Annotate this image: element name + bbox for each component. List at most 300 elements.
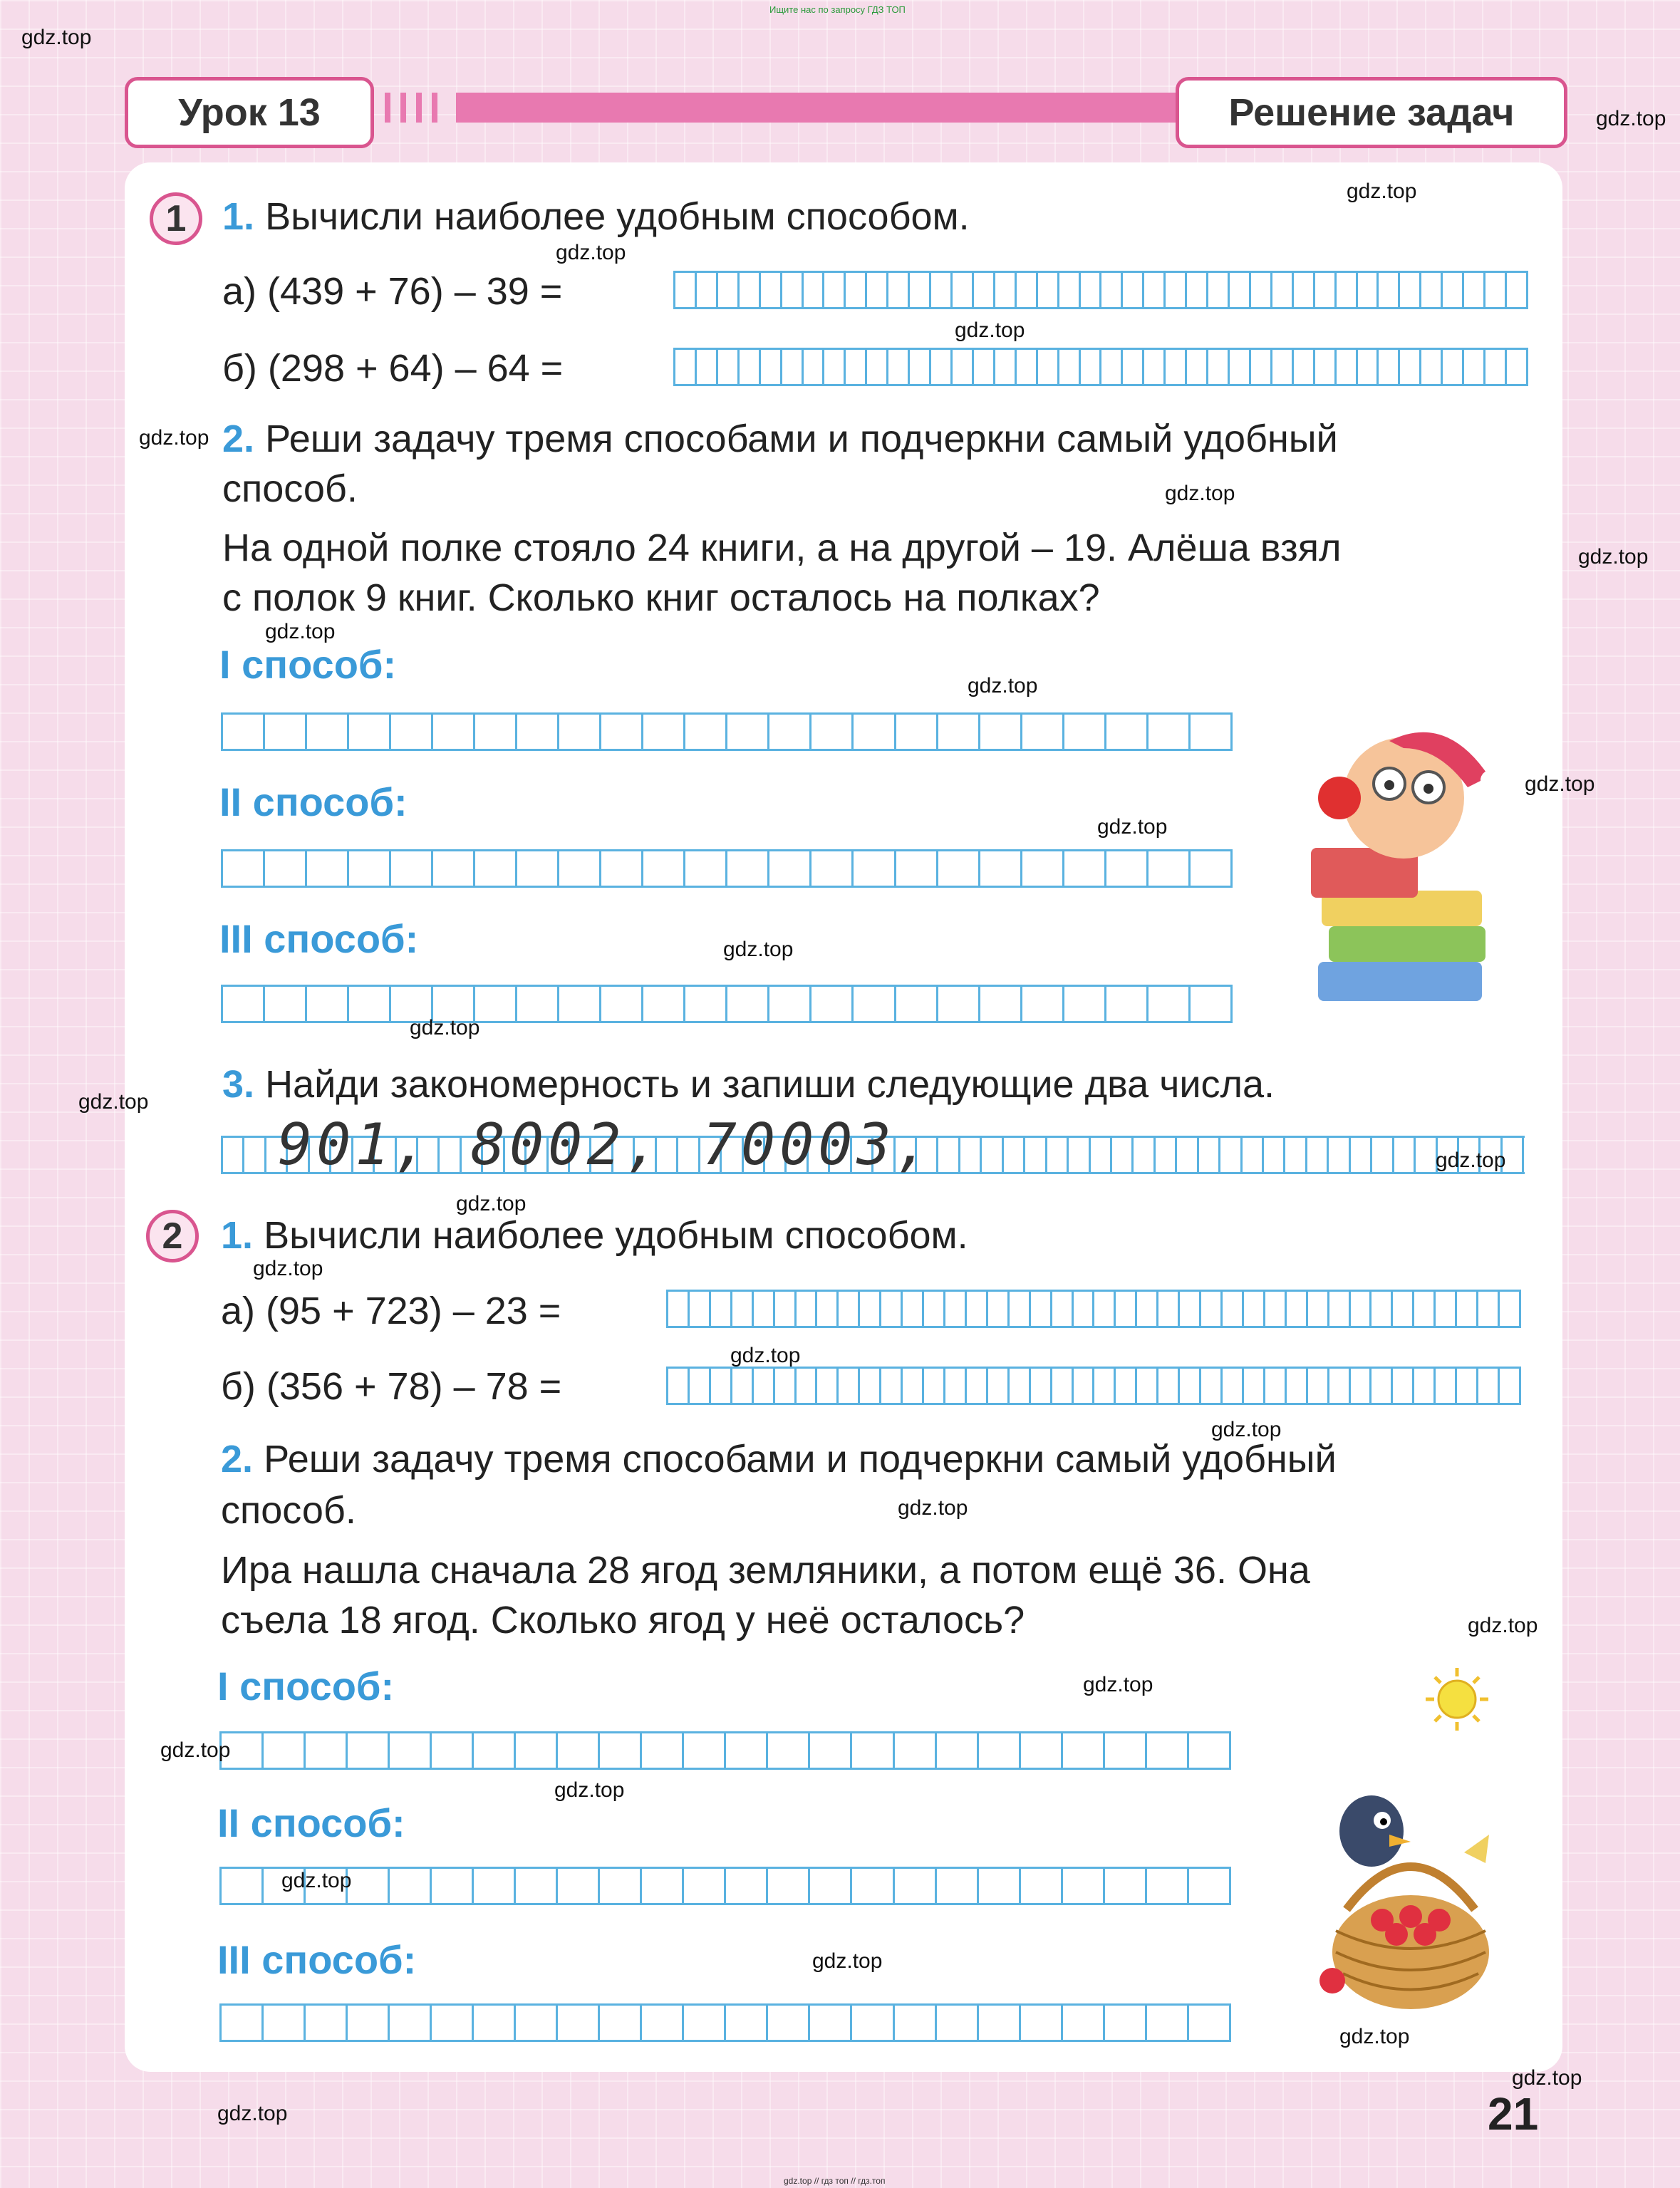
grid-cell[interactable] bbox=[1052, 1369, 1074, 1403]
grid-cell[interactable] bbox=[974, 350, 995, 384]
grid-cell[interactable] bbox=[727, 851, 769, 886]
grid-cell[interactable] bbox=[988, 1292, 1010, 1326]
grid-cell[interactable] bbox=[1004, 1138, 1025, 1172]
grid-cell[interactable] bbox=[953, 350, 974, 384]
grid-cell[interactable] bbox=[1038, 273, 1059, 307]
grid-cell[interactable] bbox=[643, 987, 685, 1021]
grid-cell[interactable] bbox=[768, 2006, 810, 2040]
grid-cell[interactable] bbox=[769, 987, 812, 1021]
grid-cell[interactable] bbox=[558, 1733, 600, 1768]
grid-cell[interactable] bbox=[979, 1869, 1021, 1903]
grid-cell[interactable] bbox=[1500, 1369, 1521, 1403]
grid-cell[interactable] bbox=[1507, 350, 1528, 384]
grid-cell[interactable] bbox=[1106, 987, 1148, 1021]
grid-cell[interactable] bbox=[1223, 1292, 1244, 1326]
grid-cell[interactable] bbox=[980, 715, 1022, 749]
grid-cell[interactable] bbox=[1308, 1369, 1329, 1403]
grid-cell[interactable] bbox=[726, 2006, 768, 2040]
grid-cell[interactable] bbox=[726, 1869, 768, 1903]
grid-cell[interactable] bbox=[1351, 1138, 1372, 1172]
grid-cell[interactable] bbox=[1457, 1292, 1478, 1326]
grid-cell[interactable] bbox=[222, 1869, 264, 1903]
grid-cell[interactable] bbox=[937, 2006, 979, 2040]
answer-grid[interactable] bbox=[219, 2003, 1231, 2042]
grid-cell[interactable] bbox=[223, 987, 265, 1021]
grid-cell[interactable] bbox=[1081, 350, 1102, 384]
grid-cell[interactable] bbox=[1414, 1292, 1436, 1326]
grid-cell[interactable] bbox=[516, 1869, 558, 1903]
grid-cell[interactable] bbox=[307, 851, 349, 886]
grid-cell[interactable] bbox=[600, 2006, 642, 2040]
grid-cell[interactable] bbox=[1464, 350, 1485, 384]
grid-cell[interactable] bbox=[1372, 1138, 1394, 1172]
grid-cell[interactable] bbox=[1047, 1138, 1069, 1172]
grid-cell[interactable] bbox=[432, 1869, 474, 1903]
grid-cell[interactable] bbox=[1264, 1138, 1285, 1172]
grid-cell[interactable] bbox=[390, 2006, 432, 2040]
grid-cell[interactable] bbox=[938, 851, 980, 886]
grid-cell[interactable] bbox=[1059, 350, 1081, 384]
grid-cell[interactable] bbox=[1148, 715, 1191, 749]
grid-cell[interactable] bbox=[1243, 1138, 1264, 1172]
grid-cell[interactable] bbox=[896, 715, 938, 749]
grid-cell[interactable] bbox=[740, 273, 761, 307]
grid-cell[interactable] bbox=[896, 851, 938, 886]
grid-cell[interactable] bbox=[896, 987, 938, 1021]
grid-cell[interactable] bbox=[995, 350, 1017, 384]
grid-cell[interactable] bbox=[854, 715, 896, 749]
grid-cell[interactable] bbox=[718, 273, 740, 307]
grid-cell[interactable] bbox=[804, 350, 825, 384]
grid-cell[interactable] bbox=[1105, 1733, 1147, 1768]
grid-cell[interactable] bbox=[740, 350, 761, 384]
grid-cell[interactable] bbox=[1478, 1369, 1500, 1403]
grid-cell[interactable] bbox=[1265, 1369, 1287, 1403]
grid-cell[interactable] bbox=[804, 273, 825, 307]
grid-cell[interactable] bbox=[559, 987, 601, 1021]
grid-cell[interactable] bbox=[1500, 1292, 1521, 1326]
grid-cell[interactable] bbox=[979, 2006, 1021, 2040]
grid-cell[interactable] bbox=[1158, 1369, 1180, 1403]
grid-cell[interactable] bbox=[1393, 1369, 1414, 1403]
grid-cell[interactable] bbox=[265, 851, 307, 886]
grid-cell[interactable] bbox=[1230, 350, 1251, 384]
grid-cell[interactable] bbox=[812, 851, 854, 886]
grid-cell[interactable] bbox=[910, 273, 931, 307]
grid-cell[interactable] bbox=[475, 987, 517, 1021]
grid-cell[interactable] bbox=[1251, 273, 1272, 307]
grid-cell[interactable] bbox=[642, 1869, 684, 1903]
grid-cell[interactable] bbox=[1069, 1138, 1090, 1172]
grid-cell[interactable] bbox=[1180, 1292, 1201, 1326]
grid-cell[interactable] bbox=[1116, 1369, 1137, 1403]
grid-cell[interactable] bbox=[782, 350, 804, 384]
grid-cell[interactable] bbox=[265, 715, 307, 749]
grid-cell[interactable] bbox=[1059, 273, 1081, 307]
grid-cell[interactable] bbox=[812, 987, 854, 1021]
grid-cell[interactable] bbox=[881, 1292, 903, 1326]
grid-cell[interactable] bbox=[768, 1869, 810, 1903]
grid-cell[interactable] bbox=[982, 1138, 1003, 1172]
grid-cell[interactable] bbox=[1148, 987, 1191, 1021]
grid-cell[interactable] bbox=[945, 1292, 967, 1326]
grid-cell[interactable] bbox=[727, 715, 769, 749]
grid-cell[interactable] bbox=[1166, 350, 1187, 384]
grid-cell[interactable] bbox=[995, 273, 1017, 307]
grid-cell[interactable] bbox=[817, 1369, 839, 1403]
grid-cell[interactable] bbox=[642, 1733, 684, 1768]
grid-cell[interactable] bbox=[1116, 1292, 1137, 1326]
grid-cell[interactable] bbox=[391, 851, 433, 886]
grid-cell[interactable] bbox=[474, 1869, 516, 1903]
grid-cell[interactable] bbox=[1485, 273, 1507, 307]
grid-cell[interactable] bbox=[852, 1733, 894, 1768]
grid-cell[interactable] bbox=[1074, 1292, 1095, 1326]
grid-cell[interactable] bbox=[1123, 350, 1144, 384]
grid-cell[interactable] bbox=[1106, 715, 1148, 749]
grid-cell[interactable] bbox=[475, 851, 517, 886]
grid-cell[interactable] bbox=[810, 1733, 852, 1768]
grid-cell[interactable] bbox=[937, 1869, 979, 1903]
grid-cell[interactable] bbox=[668, 1292, 690, 1326]
grid-cell[interactable] bbox=[769, 851, 812, 886]
grid-cell[interactable] bbox=[797, 1292, 818, 1326]
grid-cell[interactable] bbox=[1351, 1369, 1372, 1403]
grid-cell[interactable] bbox=[1208, 350, 1230, 384]
grid-cell[interactable] bbox=[937, 1733, 979, 1768]
grid-cell[interactable] bbox=[824, 273, 846, 307]
grid-cell[interactable] bbox=[1337, 350, 1358, 384]
grid-cell[interactable] bbox=[846, 273, 867, 307]
grid-cell[interactable] bbox=[685, 715, 727, 749]
grid-cell[interactable] bbox=[1201, 1369, 1223, 1403]
grid-cell[interactable] bbox=[222, 2006, 264, 2040]
grid-cell[interactable] bbox=[1251, 350, 1272, 384]
grid-cell[interactable] bbox=[390, 1733, 432, 1768]
grid-cell[interactable] bbox=[475, 715, 517, 749]
grid-cell[interactable] bbox=[761, 350, 782, 384]
grid-cell[interactable] bbox=[684, 1869, 726, 1903]
grid-cell[interactable] bbox=[685, 987, 727, 1021]
grid-cell[interactable] bbox=[1230, 273, 1251, 307]
grid-cell[interactable] bbox=[1400, 273, 1421, 307]
grid-cell[interactable] bbox=[1189, 1869, 1231, 1903]
grid-cell[interactable] bbox=[1187, 273, 1208, 307]
answer-grid[interactable] bbox=[221, 712, 1233, 751]
grid-cell[interactable] bbox=[1022, 715, 1064, 749]
grid-cell[interactable] bbox=[1189, 2006, 1231, 2040]
grid-cell[interactable] bbox=[1031, 1292, 1052, 1326]
grid-cell[interactable] bbox=[643, 715, 685, 749]
grid-cell[interactable] bbox=[349, 715, 391, 749]
grid-cell[interactable] bbox=[860, 1292, 881, 1326]
grid-cell[interactable] bbox=[867, 273, 888, 307]
grid-cell[interactable] bbox=[852, 2006, 894, 2040]
grid-cell[interactable] bbox=[1038, 350, 1059, 384]
grid-cell[interactable] bbox=[732, 1292, 754, 1326]
grid-cell[interactable] bbox=[732, 1369, 754, 1403]
grid-cell[interactable] bbox=[1180, 1369, 1201, 1403]
grid-cell[interactable] bbox=[1189, 1733, 1231, 1768]
grid-cell[interactable] bbox=[854, 987, 896, 1021]
grid-cell[interactable] bbox=[1144, 350, 1166, 384]
grid-cell[interactable] bbox=[601, 715, 643, 749]
grid-cell[interactable] bbox=[888, 273, 910, 307]
grid-cell[interactable] bbox=[517, 715, 559, 749]
grid-cell[interactable] bbox=[642, 2006, 684, 2040]
grid-cell[interactable] bbox=[846, 350, 867, 384]
grid-cell[interactable] bbox=[1187, 350, 1208, 384]
grid-cell[interactable] bbox=[558, 1869, 600, 1903]
grid-cell[interactable] bbox=[432, 2006, 474, 2040]
grid-cell[interactable] bbox=[1091, 1138, 1112, 1172]
grid-cell[interactable] bbox=[1021, 1869, 1063, 1903]
answer-grid[interactable] bbox=[219, 1731, 1231, 1770]
grid-cell[interactable] bbox=[1064, 715, 1106, 749]
grid-cell[interactable] bbox=[1436, 1292, 1457, 1326]
grid-cell[interactable] bbox=[1272, 350, 1294, 384]
grid-cell[interactable] bbox=[1105, 2006, 1147, 2040]
grid-cell[interactable] bbox=[1063, 2006, 1105, 2040]
grid-cell[interactable] bbox=[1443, 273, 1464, 307]
grid-cell[interactable] bbox=[839, 1369, 860, 1403]
grid-cell[interactable] bbox=[1329, 1138, 1350, 1172]
grid-cell[interactable] bbox=[516, 2006, 558, 2040]
grid-cell[interactable] bbox=[1265, 1292, 1287, 1326]
answer-grid[interactable] bbox=[673, 348, 1528, 386]
grid-cell[interactable] bbox=[1337, 273, 1358, 307]
grid-cell[interactable] bbox=[1147, 1869, 1189, 1903]
grid-cell[interactable] bbox=[1379, 350, 1400, 384]
grid-cell[interactable] bbox=[852, 1869, 894, 1903]
grid-cell[interactable] bbox=[1144, 273, 1166, 307]
grid-cell[interactable] bbox=[895, 1869, 937, 1903]
grid-cell[interactable] bbox=[1134, 1138, 1155, 1172]
grid-cell[interactable] bbox=[1137, 1369, 1158, 1403]
grid-cell[interactable] bbox=[1372, 1292, 1393, 1326]
grid-cell[interactable] bbox=[1372, 1369, 1393, 1403]
grid-cell[interactable] bbox=[1358, 350, 1379, 384]
grid-cell[interactable] bbox=[517, 851, 559, 886]
grid-cell[interactable] bbox=[307, 987, 349, 1021]
grid-cell[interactable] bbox=[974, 273, 995, 307]
grid-cell[interactable] bbox=[910, 350, 931, 384]
grid-cell[interactable] bbox=[1191, 715, 1233, 749]
grid-cell[interactable] bbox=[264, 1733, 306, 1768]
grid-cell[interactable] bbox=[558, 2006, 600, 2040]
grid-cell[interactable] bbox=[810, 1869, 852, 1903]
grid-cell[interactable] bbox=[775, 1369, 797, 1403]
grid-cell[interactable] bbox=[953, 273, 974, 307]
grid-cell[interactable] bbox=[812, 715, 854, 749]
grid-cell[interactable] bbox=[1329, 1292, 1351, 1326]
grid-cell[interactable] bbox=[945, 1369, 967, 1403]
grid-cell[interactable] bbox=[675, 273, 697, 307]
answer-grid[interactable] bbox=[221, 985, 1233, 1023]
grid-cell[interactable] bbox=[1294, 350, 1315, 384]
grid-cell[interactable] bbox=[1351, 1292, 1372, 1326]
grid-cell[interactable] bbox=[979, 1733, 1021, 1768]
grid-cell[interactable] bbox=[1094, 1369, 1116, 1403]
grid-cell[interactable] bbox=[1201, 1292, 1223, 1326]
grid-cell[interactable] bbox=[1393, 1292, 1414, 1326]
grid-cell[interactable] bbox=[1287, 1292, 1308, 1326]
grid-cell[interactable] bbox=[1123, 273, 1144, 307]
grid-cell[interactable] bbox=[1025, 1138, 1047, 1172]
grid-cell[interactable] bbox=[1478, 1292, 1500, 1326]
grid-cell[interactable] bbox=[1379, 273, 1400, 307]
grid-cell[interactable] bbox=[1137, 1292, 1158, 1326]
grid-cell[interactable] bbox=[1414, 1369, 1436, 1403]
grid-cell[interactable] bbox=[1191, 851, 1233, 886]
grid-cell[interactable] bbox=[349, 851, 391, 886]
grid-cell[interactable] bbox=[895, 2006, 937, 2040]
grid-cell[interactable] bbox=[223, 1138, 244, 1172]
grid-cell[interactable] bbox=[711, 1369, 732, 1403]
grid-cell[interactable] bbox=[349, 987, 391, 1021]
grid-cell[interactable] bbox=[860, 1369, 881, 1403]
grid-cell[interactable] bbox=[1166, 273, 1187, 307]
grid-cell[interactable] bbox=[988, 1369, 1010, 1403]
answer-grid[interactable] bbox=[673, 271, 1528, 309]
grid-cell[interactable] bbox=[1244, 1292, 1265, 1326]
grid-cell[interactable] bbox=[1147, 1733, 1189, 1768]
grid-cell[interactable] bbox=[1308, 1292, 1329, 1326]
grid-cell[interactable] bbox=[1358, 273, 1379, 307]
grid-cell[interactable] bbox=[517, 987, 559, 1021]
grid-cell[interactable] bbox=[1177, 1138, 1198, 1172]
grid-cell[interactable] bbox=[1156, 1138, 1177, 1172]
grid-cell[interactable] bbox=[1052, 1292, 1074, 1326]
grid-cell[interactable] bbox=[559, 715, 601, 749]
grid-cell[interactable] bbox=[938, 987, 980, 1021]
grid-cell[interactable] bbox=[903, 1369, 924, 1403]
grid-cell[interactable] bbox=[601, 851, 643, 886]
grid-cell[interactable] bbox=[1074, 1369, 1095, 1403]
grid-cell[interactable] bbox=[516, 1733, 558, 1768]
grid-cell[interactable] bbox=[348, 1869, 390, 1903]
grid-cell[interactable] bbox=[888, 350, 910, 384]
answer-grid[interactable] bbox=[219, 1867, 1231, 1905]
grid-cell[interactable] bbox=[306, 2006, 348, 2040]
grid-cell[interactable] bbox=[1148, 851, 1191, 886]
grid-cell[interactable] bbox=[980, 987, 1022, 1021]
grid-cell[interactable] bbox=[690, 1369, 711, 1403]
grid-cell[interactable] bbox=[1064, 851, 1106, 886]
grid-cell[interactable] bbox=[1436, 1369, 1457, 1403]
grid-cell[interactable] bbox=[697, 350, 718, 384]
grid-cell[interactable] bbox=[668, 1369, 690, 1403]
grid-cell[interactable] bbox=[1010, 1369, 1031, 1403]
grid-cell[interactable] bbox=[1285, 1138, 1307, 1172]
grid-cell[interactable] bbox=[601, 987, 643, 1021]
grid-cell[interactable] bbox=[1191, 987, 1233, 1021]
grid-cell[interactable] bbox=[711, 1292, 732, 1326]
grid-cell[interactable] bbox=[307, 715, 349, 749]
grid-cell[interactable] bbox=[675, 350, 697, 384]
grid-cell[interactable] bbox=[1147, 2006, 1189, 2040]
grid-cell[interactable] bbox=[824, 350, 846, 384]
grid-cell[interactable] bbox=[817, 1292, 839, 1326]
grid-cell[interactable] bbox=[754, 1369, 775, 1403]
grid-cell[interactable] bbox=[1094, 1292, 1116, 1326]
grid-cell[interactable] bbox=[768, 1733, 810, 1768]
grid-cell[interactable] bbox=[967, 1292, 988, 1326]
grid-cell[interactable] bbox=[244, 1138, 266, 1172]
grid-cell[interactable] bbox=[433, 851, 475, 886]
grid-cell[interactable] bbox=[1081, 273, 1102, 307]
grid-cell[interactable] bbox=[960, 1138, 982, 1172]
grid-cell[interactable] bbox=[697, 273, 718, 307]
grid-cell[interactable] bbox=[474, 2006, 516, 2040]
grid-cell[interactable] bbox=[839, 1292, 860, 1326]
grid-cell[interactable] bbox=[1022, 987, 1064, 1021]
grid-cell[interactable] bbox=[881, 1369, 903, 1403]
grid-cell[interactable] bbox=[938, 1138, 960, 1172]
grid-cell[interactable] bbox=[854, 851, 896, 886]
grid-cell[interactable] bbox=[1064, 987, 1106, 1021]
grid-cell[interactable] bbox=[1112, 1138, 1134, 1172]
grid-cell[interactable] bbox=[1416, 1138, 1437, 1172]
grid-cell[interactable] bbox=[1208, 273, 1230, 307]
grid-cell[interactable] bbox=[810, 2006, 852, 2040]
grid-cell[interactable] bbox=[1464, 273, 1485, 307]
grid-cell[interactable] bbox=[1199, 1138, 1220, 1172]
grid-cell[interactable] bbox=[690, 1292, 711, 1326]
grid-cell[interactable] bbox=[1101, 350, 1123, 384]
grid-cell[interactable] bbox=[685, 851, 727, 886]
grid-cell[interactable] bbox=[931, 273, 953, 307]
grid-cell[interactable] bbox=[980, 851, 1022, 886]
grid-cell[interactable] bbox=[600, 1869, 642, 1903]
grid-cell[interactable] bbox=[1272, 273, 1294, 307]
grid-cell[interactable] bbox=[223, 715, 265, 749]
grid-cell[interactable] bbox=[1017, 350, 1038, 384]
grid-cell[interactable] bbox=[348, 1733, 390, 1768]
answer-grid[interactable] bbox=[666, 1290, 1521, 1328]
grid-cell[interactable] bbox=[867, 350, 888, 384]
grid-cell[interactable] bbox=[391, 715, 433, 749]
grid-cell[interactable] bbox=[938, 715, 980, 749]
grid-cell[interactable] bbox=[265, 987, 307, 1021]
grid-cell[interactable] bbox=[1457, 1369, 1478, 1403]
grid-cell[interactable] bbox=[1021, 1733, 1063, 1768]
grid-cell[interactable] bbox=[931, 350, 953, 384]
grid-cell[interactable] bbox=[924, 1292, 945, 1326]
grid-cell[interactable] bbox=[1287, 1369, 1308, 1403]
grid-cell[interactable] bbox=[223, 851, 265, 886]
grid-cell[interactable] bbox=[727, 987, 769, 1021]
grid-cell[interactable] bbox=[1507, 273, 1528, 307]
grid-cell[interactable] bbox=[1294, 273, 1315, 307]
grid-cell[interactable] bbox=[1063, 1869, 1105, 1903]
grid-cell[interactable] bbox=[903, 1292, 924, 1326]
grid-cell[interactable] bbox=[967, 1369, 988, 1403]
grid-cell[interactable] bbox=[782, 273, 804, 307]
answer-grid[interactable] bbox=[666, 1367, 1521, 1405]
grid-cell[interactable] bbox=[348, 2006, 390, 2040]
grid-cell[interactable] bbox=[474, 1733, 516, 1768]
answer-grid[interactable] bbox=[221, 849, 1233, 888]
grid-cell[interactable] bbox=[1063, 1733, 1105, 1768]
grid-cell[interactable] bbox=[1421, 273, 1443, 307]
grid-cell[interactable] bbox=[718, 350, 740, 384]
grid-cell[interactable] bbox=[924, 1369, 945, 1403]
grid-cell[interactable] bbox=[726, 1733, 768, 1768]
grid-cell[interactable] bbox=[761, 273, 782, 307]
grid-cell[interactable] bbox=[1017, 273, 1038, 307]
grid-cell[interactable] bbox=[390, 1869, 432, 1903]
